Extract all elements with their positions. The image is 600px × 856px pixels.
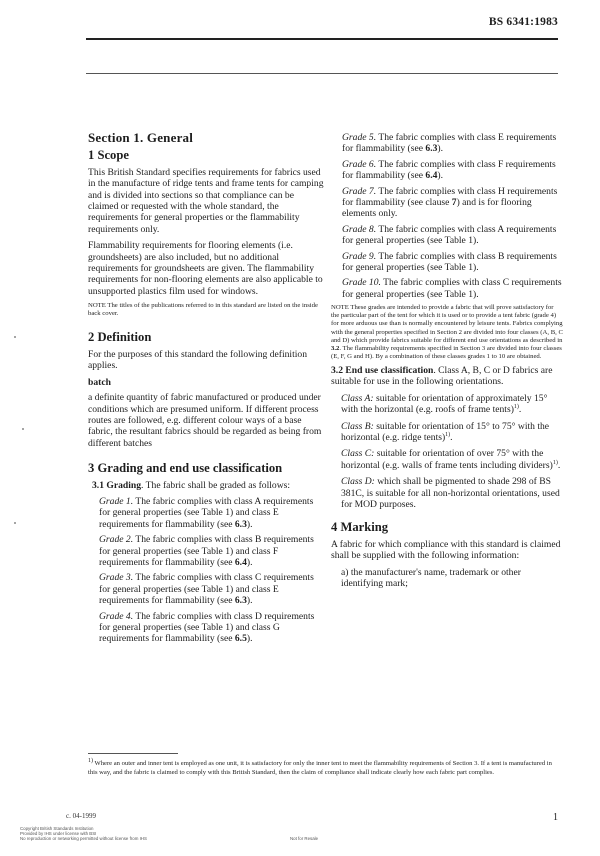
scan-speck — [14, 522, 16, 524]
scope-heading: 1 Scope — [88, 148, 129, 163]
grade-text: The fabric complies with class B requirements for general properties (see Table 1). — [342, 250, 557, 274]
grade-name: Grade 5. — [342, 132, 377, 143]
class-item — [341, 421, 563, 444]
footnote-ref: 1) — [552, 459, 558, 466]
grade-item — [99, 496, 324, 530]
resale-notice: Not for Resale — [290, 836, 319, 841]
grade-item — [342, 224, 563, 247]
class-name: Class B: — [341, 420, 374, 432]
scope-paragraph-2: Flammability requirements for flooring elements (i.e. groundsheets) are also included, but no additional requirements for groundsheets are given. The flammability requirements for non-flooring elements are also applicable to unsupported plastics film used for windows. — [88, 240, 323, 297]
grading-lead-text: . The fabric shall be graded as follows: — [141, 479, 291, 491]
end-use-text: . Class A, B, C or D fabrics are suitable for use in the following orientations. — [331, 364, 553, 388]
grade-item — [342, 159, 563, 182]
end-use-lead — [331, 365, 563, 388]
grade-ref: 6.3 — [234, 518, 247, 530]
class-name: Class A: — [341, 392, 374, 404]
definition-term: batch — [88, 376, 111, 388]
class-name: Class D: — [341, 476, 375, 488]
grade-item — [99, 572, 324, 606]
standard-identifier: BS 6341:1983 — [488, 16, 558, 28]
grade-tail: ). — [246, 633, 253, 645]
class-text: suitable for orientation of over 75° with the horizontal (e.g. walls of frame tents including dividers) — [341, 448, 553, 471]
print-date: c. 04-1999 — [66, 812, 96, 820]
grade-item — [342, 277, 563, 300]
grade-ref: 6.3 — [425, 143, 438, 155]
grade-name: Grade 9. — [342, 250, 377, 262]
grades-note — [331, 304, 563, 361]
class-text: suitable for orientation of 15° to 75° with the horizontal (e.g. ridge tents) — [341, 420, 550, 443]
grade-name: Grade 4. — [99, 610, 134, 622]
copyright-line: Copyright British Standards Institution — [20, 826, 94, 831]
grade-text: The fabric complies with class A requirements for general properties (see Table 1) and class E requirements for flammability (see — [99, 495, 314, 530]
marking-heading: 4 Marking — [331, 520, 389, 535]
class-item — [341, 448, 563, 471]
marking-item-a: a) the manufacturer's name, trademark or other identifying mark; — [341, 566, 521, 590]
left-column — [88, 132, 324, 649]
footnote — [88, 757, 563, 777]
marking-paragraph: A fabric for which compliance with this standard is claimed shall be supplied with the following information: — [331, 538, 561, 562]
grade-item — [99, 534, 324, 568]
grade-tail: ). — [437, 143, 443, 155]
scope-paragraph-1: This British Standard specifies requirements for fabrics used in the manufacture of ridge tents and frame tents for camping and is divided into sections so that compliance can be claimed or requested with the whole standard, the requirements for general properties or the flammability requirements only. — [88, 166, 324, 235]
scan-speck — [14, 336, 16, 338]
grade-ref: 6.5 — [234, 633, 247, 645]
grade-name: Grade 3. — [99, 572, 134, 584]
grade-ref: 6.3 — [234, 595, 247, 607]
scan-speck — [22, 428, 24, 430]
grading-heading: 3 Grading and end use classification — [88, 461, 283, 476]
grades-note-ref: 3.2 — [331, 344, 340, 352]
grade-name: Grade 10. — [342, 277, 381, 289]
page-number: 1 — [553, 812, 558, 823]
grade-tail: ). — [246, 518, 253, 530]
footnote-ref: 1) — [513, 403, 519, 410]
grade-item — [342, 132, 563, 155]
grade-tail: ) and is for flooring elements only. — [342, 197, 532, 220]
scope-note: NOTE The titles of the publications referred to in this standard are listed on the inside back cover. — [88, 302, 318, 318]
grade-tail: ). — [246, 556, 253, 568]
grade-name: Grade 2. — [99, 534, 134, 546]
footnote-ref: 1) — [445, 431, 451, 438]
grade-ref: 6.4 — [425, 170, 438, 182]
class-name: Class C: — [341, 448, 375, 460]
grade-item — [342, 186, 563, 220]
class-text: suitable for orientation of approximately 15° with the horizontal (e.g. roofs of frame tents) — [341, 392, 548, 416]
grade-ref: 7 — [451, 197, 457, 209]
grade-tail: ). — [246, 595, 253, 607]
grade-name: Grade 1. — [99, 495, 134, 507]
grade-text: The fabric complies with class F requirements for flammability (see — [342, 158, 556, 182]
section-title: Section 1. General — [88, 130, 194, 145]
footnote-rule — [88, 753, 178, 754]
grade-name: Grade 6. — [342, 158, 377, 170]
grading-lead-number: 3.1 Grading — [92, 479, 142, 491]
definition-intro: For the purposes of this standard the following definition applies. — [88, 348, 308, 372]
right-column — [331, 132, 563, 594]
header-rule-thick — [86, 38, 558, 40]
grades-note-text-a: NOTE These grades are intended to provide a fabric that will prove satisfactory for the particular part of the tent for which it is used or to provide a tent fabric (grade 4) for more arduous use than is normally encountered by leisure tents. Fabrics complying with the general properties specified in Section 2 are divided into four classes (A, B, C and D) which provide fabrics suitable for different end use orientations as described in — [331, 304, 563, 344]
class-tail: . — [450, 431, 453, 443]
grade-name: Grade 8. — [342, 223, 377, 235]
footnote-text: Where an outer and inner tent is employed as one unit, it is satisfactory for only the inner tent to meet the flammability requirements of Section 3. If a tent is manufactured in this way, and the fabric is claimed to comply with this British Standard, then the claim of compliance shall indicate clearly how each fabric part complies. — [88, 760, 552, 776]
grade-item — [99, 611, 324, 645]
grades-note-text-b: . The flammability requirements specified in Section 3 are divided into four classes (E, F, G and H). By a combination of these classes grades 1 to 10 are obtained. — [331, 344, 562, 360]
definition-text: a definite quantity of fabric manufactured or produced under conditions which are presumed uniform. If different process routes are followed, e.g. different colour ways of a base fabric, the resultant fabrics should be regarded as being from different batches — [88, 392, 322, 449]
grade-item — [342, 251, 563, 274]
footnote-mark: 1) — [88, 757, 93, 764]
class-tail: . — [557, 459, 561, 471]
grade-text: The fabric complies with class A requirements for general properties (see Table 1). — [342, 223, 557, 247]
grade-text: The fabric complies with class H requirements for flammability (see clause — [342, 185, 558, 209]
grade-text: The fabric complies with class C requirements for general properties (see Table 1) and class E requirements for flammability (see — [99, 572, 314, 607]
grade-text: The fabric complies with class D requirements for general properties (see Table 1) and class G requirements for flammability (see — [99, 610, 315, 645]
grade-ref: 6.4 — [234, 556, 247, 568]
class-text: which shall be pigmented to shade 298 of BS 381C, is suitable for all non-horizontal orientations, used for MOD purposes. — [341, 476, 560, 510]
end-use-number: 3.2 End use classification — [331, 364, 434, 376]
class-item — [341, 476, 563, 510]
grade-tail: ). — [437, 170, 443, 182]
header-rule-thin — [86, 73, 558, 74]
grade-text: The fabric complies with class E requirements for flammability (see — [342, 132, 557, 155]
grade-name: Grade 7. — [342, 185, 377, 197]
grade-text: The fabric complies with class C requirements for general properties (see Table 1). — [342, 277, 562, 300]
copyright-line: Provided by IHS under license with BSI — [20, 831, 97, 837]
grading-lead — [92, 480, 324, 491]
copyright-notice — [20, 826, 147, 842]
class-item — [341, 393, 563, 416]
definition-heading: 2 Definition — [88, 330, 152, 345]
copyright-line: No reproduction or networking permitted without license from IHS — [20, 836, 147, 842]
class-tail: . — [518, 404, 522, 416]
grade-text: The fabric complies with class B requirements for general properties (see Table 1) and class F requirements for flammability (see — [99, 534, 314, 568]
